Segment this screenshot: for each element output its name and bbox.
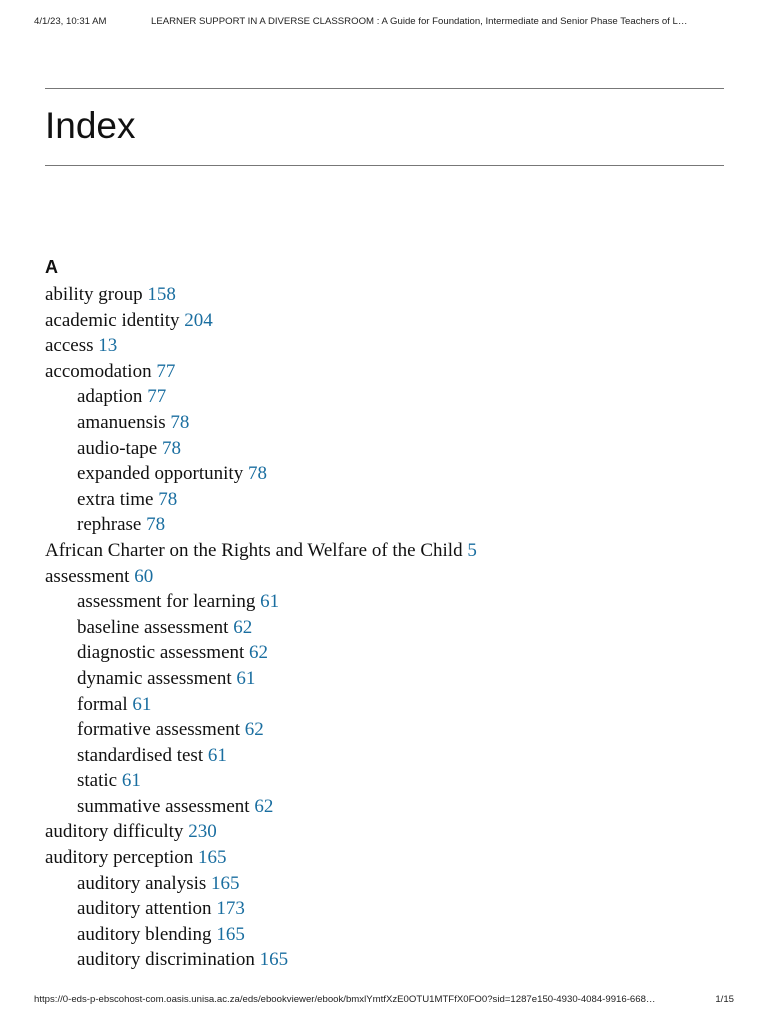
index-page-link[interactable]: 62 — [249, 642, 269, 664]
index-entry — [45, 845, 725, 871]
index-subentry — [45, 666, 725, 692]
index-entry — [45, 333, 725, 359]
index-page-link[interactable]: 78 — [158, 488, 178, 510]
index-subentry — [45, 717, 725, 743]
index-page-link[interactable]: 62 — [254, 795, 274, 817]
index-term: access — [45, 335, 94, 357]
index-term: auditory blending — [77, 923, 212, 945]
index-term: extra time — [77, 488, 154, 510]
index-term: baseline assessment — [77, 616, 229, 638]
index-term: ability group — [45, 284, 143, 305]
index-subentry — [45, 512, 725, 538]
index-term: auditory difficulty — [45, 821, 184, 843]
index-term: audio-tape — [77, 437, 158, 459]
index-page-link[interactable]: 78 — [161, 437, 181, 459]
index-term: auditory discrimination — [77, 949, 255, 971]
index-term: summative assessment — [77, 795, 250, 817]
index-term: expanded opportunity — [77, 463, 244, 485]
index-subentry — [45, 487, 725, 513]
page-title: Index — [45, 105, 136, 146]
index-entry — [45, 308, 725, 334]
index-page-link[interactable]: 78 — [247, 463, 267, 485]
index-page-link[interactable]: 165 — [216, 923, 245, 945]
index-page-link[interactable]: 78 — [170, 411, 190, 433]
index-page-link[interactable]: 61 — [132, 693, 152, 715]
index-page-link[interactable]: 61 — [236, 667, 256, 689]
index-subentry — [45, 640, 725, 666]
index-subentry — [45, 794, 725, 820]
index-term: formal — [77, 693, 128, 715]
index-term: assessment — [45, 565, 130, 587]
print-header — [34, 16, 734, 30]
index-term: amanuensis — [77, 411, 166, 433]
index-page-link[interactable]: 61 — [207, 744, 227, 766]
index-term: adaption — [77, 386, 143, 408]
index-subentry — [45, 384, 725, 410]
index-page-link[interactable]: 62 — [233, 616, 253, 638]
index-term: dynamic assessment — [77, 667, 232, 689]
index-subentry — [45, 922, 725, 948]
index-term: auditory attention — [77, 898, 212, 920]
index-page-link[interactable]: 165 — [211, 872, 240, 894]
index-subentry — [45, 461, 725, 487]
index-entry — [45, 564, 725, 590]
index-term: auditory perception — [45, 847, 194, 869]
index-term: academic identity — [45, 309, 180, 331]
index-entry — [45, 359, 725, 385]
index-subentry — [45, 743, 725, 769]
print-page-count: 1/15 — [715, 994, 734, 1005]
index-term: static — [77, 770, 118, 792]
index-page-link[interactable]: 165 — [198, 847, 227, 869]
index-page-link[interactable]: 61 — [121, 770, 141, 792]
index-term: standardised test — [77, 744, 204, 766]
index-term: formative assessment — [77, 719, 241, 741]
index-page-link[interactable]: 230 — [188, 821, 217, 843]
index-subentry — [45, 436, 725, 462]
index-page-link[interactable]: 204 — [184, 309, 213, 331]
index-page-link[interactable]: 158 — [147, 284, 176, 305]
index-term: accomodation — [45, 360, 152, 382]
index-page-link[interactable]: 13 — [98, 335, 118, 357]
index-subentry — [45, 692, 725, 718]
index-entry — [45, 538, 725, 564]
index-page-link[interactable]: 5 — [467, 539, 477, 561]
index-entry-list — [45, 282, 725, 973]
section-letter-heading: A — [45, 257, 58, 277]
index-subentry — [45, 871, 725, 897]
index-page-link[interactable]: 61 — [260, 591, 280, 613]
index-term: auditory analysis — [77, 872, 207, 894]
print-datetime: 4/1/23, 10:31 AM — [34, 16, 107, 27]
index-entry — [45, 819, 725, 845]
index-term: African Charter on the Rights and Welfare of the Child — [45, 539, 463, 561]
index-page-link[interactable]: 78 — [146, 514, 166, 536]
title-bottom-divider — [45, 165, 724, 166]
print-footer — [34, 994, 734, 1008]
index-term: rephrase — [77, 514, 142, 536]
index-subentry — [45, 410, 725, 436]
index-page-link[interactable]: 77 — [156, 360, 176, 382]
index-page-link[interactable]: 165 — [259, 949, 289, 971]
index-page-link[interactable]: 62 — [244, 719, 264, 741]
index-term: assessment for learning — [77, 591, 256, 613]
index-entry — [45, 282, 725, 308]
index-subentry — [45, 589, 725, 615]
index-term: diagnostic assessment — [77, 642, 245, 664]
index-subentry — [45, 947, 725, 973]
index-page-link[interactable]: 77 — [147, 386, 167, 408]
print-page-url: https://0-eds-p-ebscohost-com.oasis.unisa.ac.za/eds/ebookviewer/ebook/bmxlYmtfXzE0OTU1MTFfX0FO0?sid=1287e150-4930-4084-9916-668… — [34, 994, 656, 1005]
index-subentry — [45, 615, 725, 641]
title-top-divider — [45, 88, 724, 89]
index-subentry — [45, 768, 725, 794]
index-subentry — [45, 896, 725, 922]
print-document-title: LEARNER SUPPORT IN A DIVERSE CLASSROOM : A Guide for Foundation, Intermediate and Senior Phase Teachers of L… — [151, 16, 688, 27]
index-page-link[interactable]: 173 — [216, 898, 245, 920]
index-page-link[interactable]: 60 — [134, 565, 154, 587]
